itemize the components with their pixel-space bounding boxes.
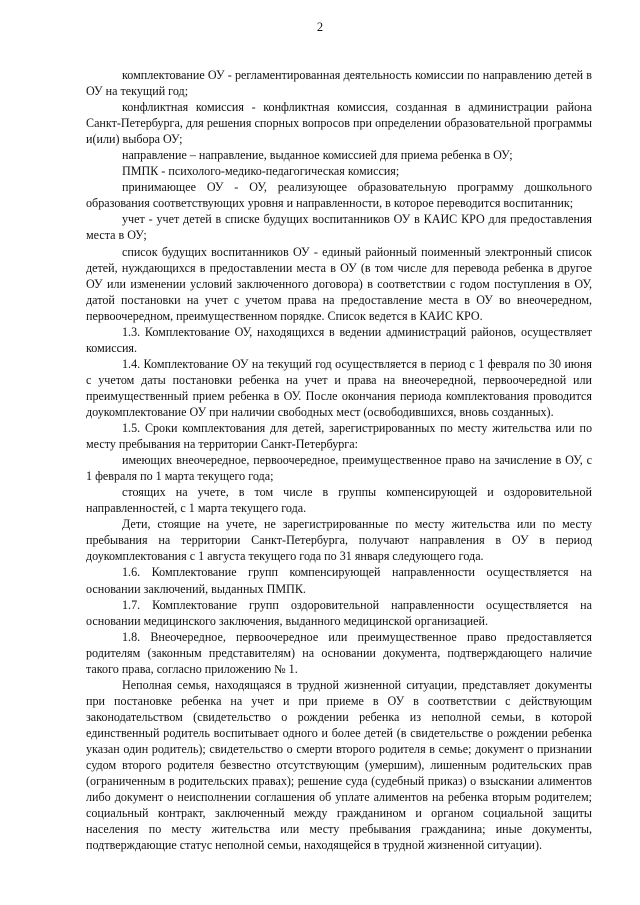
paragraph: 1.3. Комплектование ОУ, находящихся в ведении администраций районов, осуществляет комиссия. bbox=[86, 324, 592, 355]
paragraph: список будущих воспитанников ОУ - единый районный поименный электронный список детей, нуждающихся в предоставлении места в ОУ (в том числе для перевода ребенка в другое ОУ или изменении условий заключенного договора) в соответствии с годом поступления в ОУ, датой постановки на учет с учетом права на предоставление места в ОУ во внеочередном, первоочередном, преимущественном порядке. Список ведется в КАИС КРО. bbox=[86, 244, 592, 323]
paragraph: ПМПК - психолого-медико-педагогическая комиссия; bbox=[122, 164, 400, 179]
paragraph: Неполная семья, находящаяся в трудной жизненной ситуации, представляет документы при постановке ребенка на учет и при приеме в ОУ в соответствии с действующим законодательством (свидетельство о рождении ребенка из неполной семьи, в которой единственный родитель воспитывает одного и более детей (в свидетельстве о рождении ребенка указан один родитель); свидетельство о смерти второго родителя в семье; документ о признании судом второго родителя безвестно отсутствующим (умершим), лишенным родительских прав (ограниченным в родительских правах); решение суда (судебный приказ) о взыскании алиментов либо документ о неисполнении соглашения об уплате алиментов на ребенка вторым родителем; социальный контракт, заключенный между гражданином и органом социальной защиты населения по месту жительства или месту пребывания гражданина; иные документы, подтверждающие статус неполной семьи, находящейся в трудной жизненной ситуации). bbox=[86, 677, 592, 853]
paragraph: 1.6. Комплектование групп компенсирующей направленности осуществляется на основании заключений, выданных ПМПК. bbox=[86, 565, 592, 596]
paragraph: комплектование ОУ - регламентированная деятельность комиссии по направлению детей в ОУ на текущий год; bbox=[86, 68, 592, 99]
paragraph: 1.5. Сроки комплектования для детей, зарегистрированных по месту жительства или по месту пребывания на территории Санкт-Петербурга: bbox=[86, 421, 592, 452]
paragraph: принимающее ОУ - ОУ, реализующее образовательную программу дошкольного образования соответствующих уровня и направленности, в которое переводится воспитанник; bbox=[86, 180, 592, 211]
paragraph: 1.8. Внеочередное, первоочередное или преимущественное право предоставляется родителям (законным представителям) на основании документа, подтверждающего наличие такого права, согласно приложению № 1. bbox=[86, 629, 592, 676]
paragraph: Дети, стоящие на учете, не зарегистрированные по месту жительства или по месту пребывания на территории Санкт-Петербурга, получают направления в ОУ в период доукомплектования с 1 августа текущего года по 31 января следующего года. bbox=[86, 517, 592, 564]
paragraph: конфликтная комиссия - конфликтная комиссия, созданная в администрации района Санкт-Петербурга, для решения спорных вопросов при определении образовательной программы и(или) выбора ОУ; bbox=[86, 100, 592, 147]
paragraph: учет - учет детей в списке будущих воспитанников ОУ в КАИС КРО для предоставления места в ОУ; bbox=[86, 212, 592, 243]
paragraph: имеющих внеочередное, первоочередное, преимущественное право на зачисление в ОУ, с 1 февраля по 1 марта текущего года; bbox=[86, 453, 592, 484]
paragraph: 1.4. Комплектование ОУ на текущий год осуществляется в период с 1 февраля по 30 июня с учетом даты постановки ребенка на учет и права на внеочередной, первоочередной или преимущественный прием ребенка в ОУ. После окончания периода комплектования проводится доукомплектование ОУ при наличии свободных мест (освободившихся, вновь созданных). bbox=[86, 356, 592, 419]
paragraph: стоящих на учете, в том числе в группы компенсирующей и оздоровительной направленностей, с 1 марта текущего года. bbox=[86, 485, 592, 516]
paragraph: направление – направление, выданное комиссией для приема ребенка в ОУ; bbox=[122, 148, 513, 163]
page-number: 2 bbox=[316, 20, 324, 34]
paragraph: 1.7. Комплектование групп оздоровительной направленности осуществляется на основании медицинского заключения, выданного медицинской организацией. bbox=[86, 597, 592, 628]
document-body bbox=[86, 67, 592, 853]
